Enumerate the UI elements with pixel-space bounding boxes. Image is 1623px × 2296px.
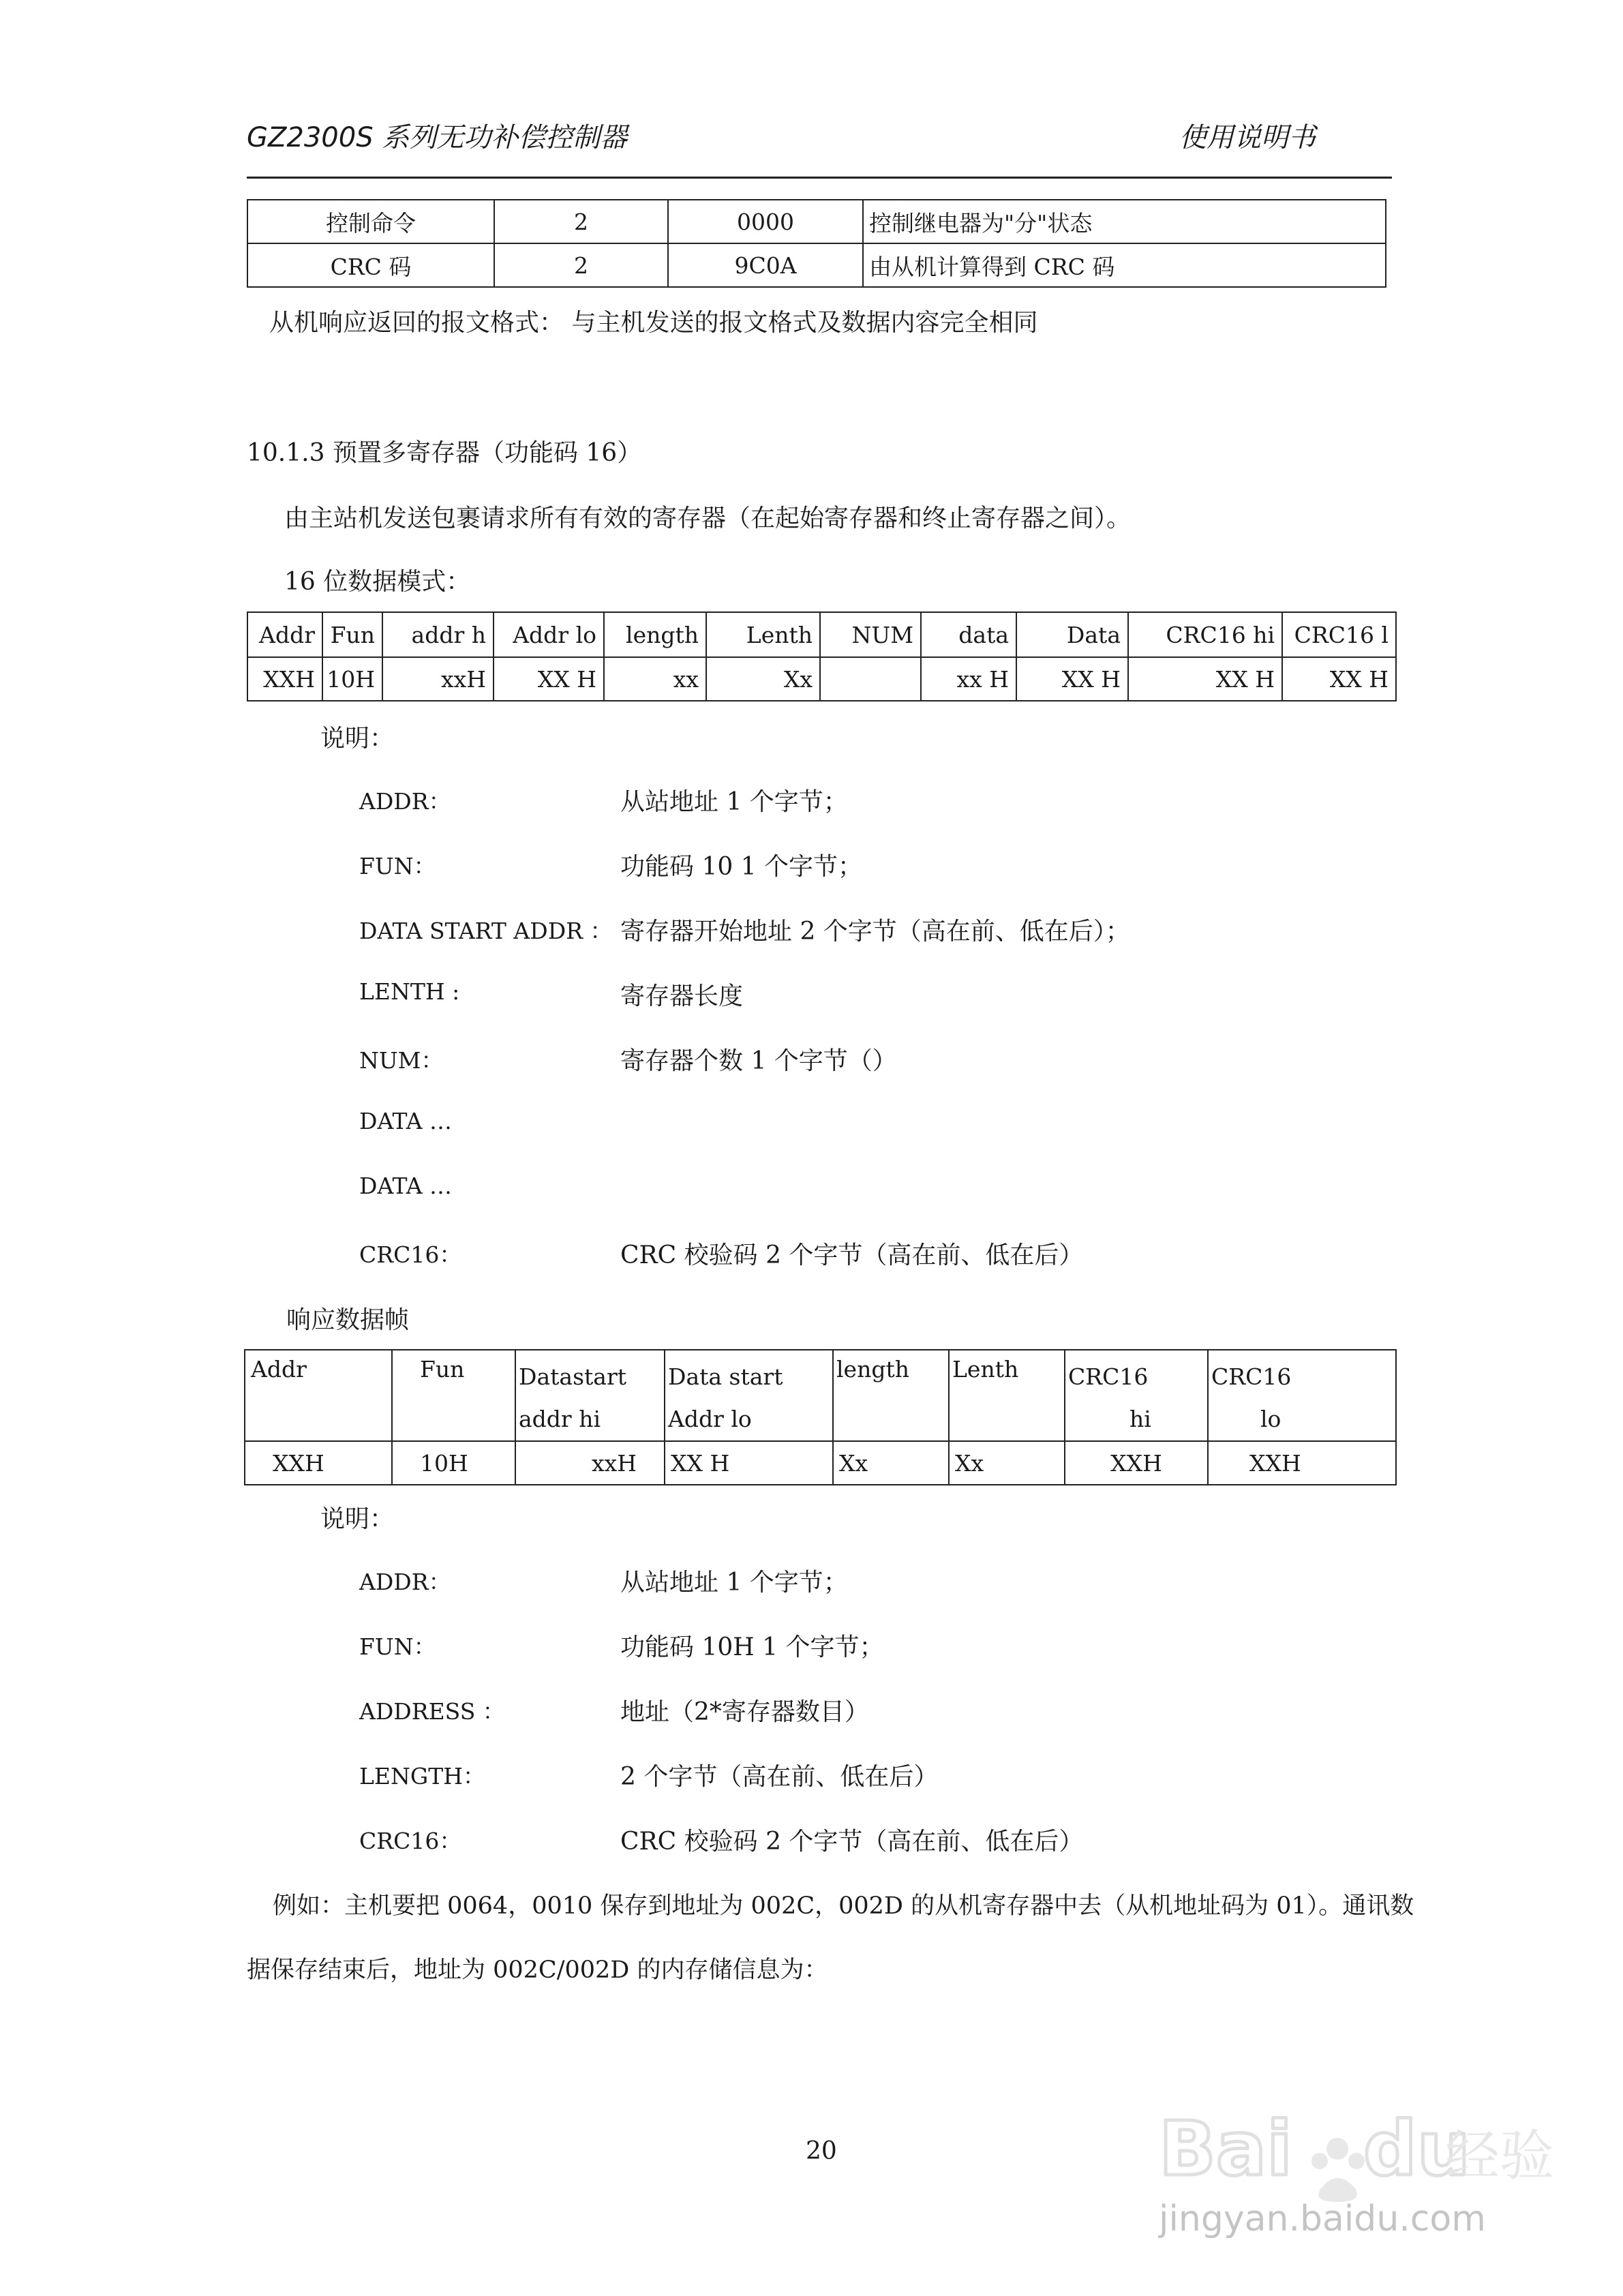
svg-text:经验: 经验 (1445, 2124, 1554, 2188)
header-cell (245, 1350, 392, 1441)
header-title: GZ2300S 系列无功补偿控制器 (247, 122, 628, 153)
explain-key: ADDRESS ： (359, 1698, 505, 1725)
header-cell (949, 1350, 1065, 1441)
example-line-2: 据保存结束后，地址为 002C/002D 的内存储信息为： (247, 1957, 828, 1984)
explain-value: 从站地址 1 个字节； (620, 1569, 848, 1597)
explain-value: 从站地址 1 个字节； (620, 788, 848, 816)
page-number: 20 (806, 2137, 837, 2165)
header-line: Lenth (952, 1356, 1019, 1383)
table-header-row (247, 612, 1396, 657)
cell: XXH (245, 1441, 392, 1485)
header-cell: Fun (322, 612, 382, 657)
explain-key: CRC16： (359, 1828, 462, 1854)
header-line: CRC16 (1211, 1363, 1292, 1390)
header-cell (1065, 1350, 1208, 1441)
reply-note: 从机响应返回的报文格式： 与主机发送的报文格式及数据内容完全相同 (269, 309, 1038, 337)
explain-key: CRC16： (359, 1241, 462, 1268)
header-cell (1208, 1350, 1396, 1441)
cell: 2 (494, 243, 668, 287)
explain-value: CRC 校验码 2 个字节（高在前、低在后） (620, 1241, 1084, 1269)
cell (820, 657, 921, 701)
table-header-row (245, 1350, 1396, 1441)
header-cell: CRC16 hi (1128, 612, 1282, 657)
explain-key: FUN： (359, 853, 436, 879)
header-line: addr hi (519, 1406, 601, 1432)
explain-key: LENTH : (359, 978, 460, 1005)
cell: XX H (494, 657, 604, 701)
cell: XXH (1208, 1441, 1396, 1485)
cell: 控制命令 (247, 200, 494, 243)
cell: xx (604, 657, 706, 701)
header-cell: Data (1016, 612, 1128, 657)
header-line: Addr (251, 1356, 307, 1383)
watermark-url: jingyan.baidu.com (1159, 2199, 1486, 2239)
explain-value: 功能码 10H 1 个字节； (620, 1633, 884, 1661)
cell: XX H (1282, 657, 1396, 701)
cell: CRC 码 (247, 243, 494, 287)
cell: Xx (833, 1441, 949, 1485)
explain-key: FUN： (359, 1633, 436, 1660)
header-cell: length (604, 612, 706, 657)
explain-label: 说明： (320, 725, 395, 753)
explain-key: NUM： (359, 1047, 444, 1074)
table-row (247, 200, 1386, 243)
explain-value: CRC 校验码 2 个字节（高在前、低在后） (620, 1828, 1084, 1856)
cell: 由从机计算得到 CRC 码 (863, 243, 1386, 287)
cell: 0000 (668, 200, 863, 243)
header-line: hi (1129, 1406, 1151, 1432)
header-cell (833, 1350, 949, 1441)
header-cell: Lenth (706, 612, 820, 657)
cell: xx H (921, 657, 1016, 701)
example-line-1: 例如：主机要把 0064，0010 保存到地址为 002C，002D 的从机寄存器中去（从机地址码为 01）。通讯数 (273, 1892, 1414, 1920)
cell: XX H (1016, 657, 1128, 701)
header-line: Fun (420, 1356, 465, 1383)
command-table (247, 199, 1386, 288)
table-row (247, 243, 1386, 287)
header-line: Addr lo (668, 1406, 752, 1432)
table-row (245, 1441, 1396, 1485)
intro-text: 由主站机发送包裹请求所有有效的寄存器（在起始寄存器和终止寄存器之间）。 (284, 504, 1132, 532)
cell: Xx (949, 1441, 1065, 1485)
cell: 10H (392, 1441, 515, 1485)
request-frame-table (247, 611, 1397, 701)
cell: xxH (515, 1441, 665, 1485)
table-row (247, 657, 1396, 701)
explain-value: 2 个字节（高在前、低在后） (620, 1763, 939, 1791)
cell: XXH (247, 657, 322, 701)
svg-text:du: du (1363, 2105, 1471, 2192)
explain-key: LENGTH： (359, 1763, 486, 1789)
cell: 2 (494, 200, 668, 243)
header-cell: NUM (820, 612, 921, 657)
header-line: lo (1260, 1406, 1281, 1432)
header-cell (515, 1350, 665, 1441)
section-title: 10.1.3 预置多寄存器（功能码 16） (247, 439, 642, 467)
explain-value: 寄存器个数 1 个字节（） (620, 1047, 897, 1075)
header-line: Data start (668, 1363, 783, 1390)
explain-key: DATA … (359, 1108, 453, 1134)
explain-key: DATA … (359, 1173, 453, 1199)
explain-label: 说明： (320, 1505, 395, 1533)
header-rule (247, 177, 1392, 179)
cell: XXH (1065, 1441, 1208, 1485)
explain-value: 寄存器长度 (620, 982, 744, 1010)
explain-key: DATA START ADDR ： (359, 918, 613, 944)
explain-value: 功能码 10 1 个字节； (620, 853, 863, 881)
svg-text:Bai: Bai (1159, 2105, 1292, 2192)
explain-key: ADDR： (359, 788, 451, 815)
cell: XX H (1128, 657, 1282, 701)
mode-label: 16 位数据模式： (284, 568, 471, 596)
explain-key: ADDR： (359, 1569, 451, 1595)
cell: 控制继电器为"分"状态 (863, 200, 1386, 243)
cell: xxH (382, 657, 494, 701)
header-cell: addr h (382, 612, 494, 657)
header-doc-type: 使用说明书 (1179, 122, 1316, 153)
header-cell (392, 1350, 515, 1441)
header-cell (665, 1350, 833, 1441)
header-line: Datastart (519, 1363, 626, 1390)
cell: XX H (665, 1441, 833, 1485)
header-cell: CRC16 l (1282, 612, 1396, 657)
cell: Xx (706, 657, 820, 701)
header-cell: Addr lo (494, 612, 604, 657)
explain-value: 地址（2*寄存器数目） (620, 1698, 869, 1726)
header-cell: data (921, 612, 1016, 657)
response-frame-table (244, 1349, 1397, 1485)
explain-value: 寄存器开始地址 2 个字节（高在前、低在后）； (620, 918, 1130, 946)
cell: 9C0A (668, 243, 863, 287)
header-line: length (836, 1356, 909, 1383)
cell: 10H (322, 657, 382, 701)
response-label: 响应数据帧 (286, 1306, 410, 1334)
header-cell: Addr (247, 612, 322, 657)
header-line: CRC16 (1068, 1363, 1149, 1390)
